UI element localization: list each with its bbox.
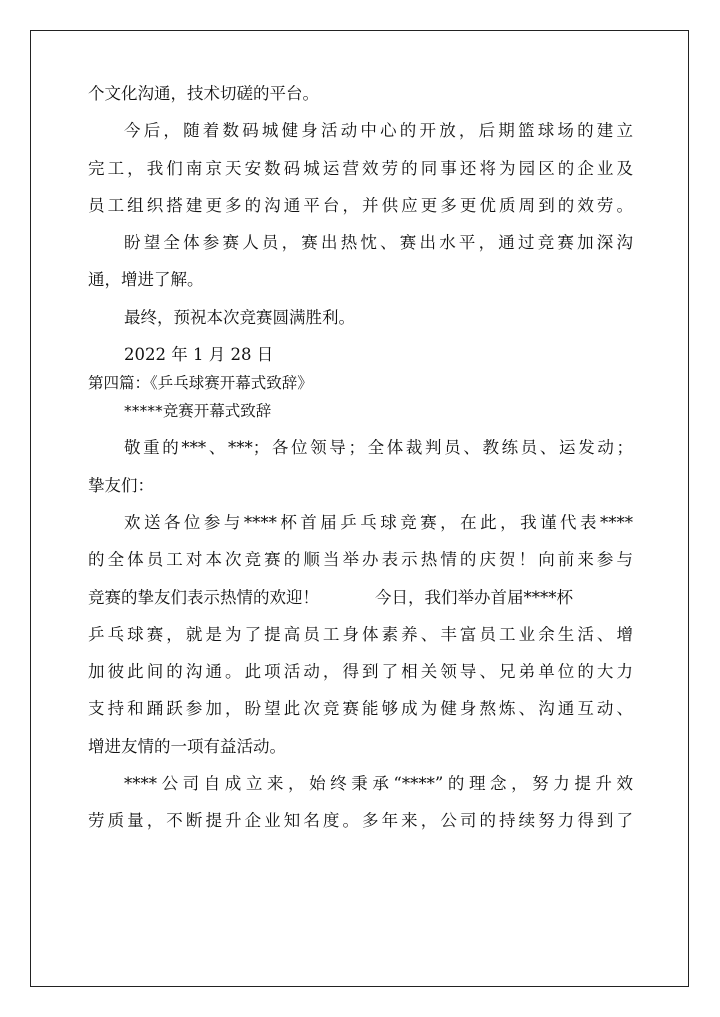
text-line: 最终，预祝本次竞赛圆满胜利。: [124, 307, 355, 327]
date-line: 2022 年 1 月 28 日: [124, 345, 274, 365]
text-line: 的全体员工对本次竞赛的顺当举办表示热情的庆贺！向前来参与: [88, 550, 633, 570]
text-line-split: [88, 588, 633, 608]
text-segment: 今日，我们举办首届****杯: [375, 587, 573, 607]
speech-title: *****竞赛开幕式致辞: [124, 402, 272, 421]
text-segment: 竞赛的挚友们表示热情的欢迎！: [88, 587, 319, 607]
text-line: 员工组织搭建更多的沟通平台，并供应更多更优质周到的效劳。: [88, 195, 633, 215]
text-line: 劳质量，不断提升企业知名度。多年来，公司的持续努力得到了: [88, 811, 633, 831]
text-line: 敬重的***、***；各位领导；全体裁判员、教练员、运发动；: [124, 438, 633, 458]
text-line: 盼望全体参赛人员，赛出热忱、赛出水平，通过竞赛加深沟: [124, 233, 633, 253]
text-line: 个文化沟通，技术切磋的平台。: [88, 84, 319, 103]
text-line: ****公司自成立来，始终秉承“****”的理念，努力提升效: [124, 774, 633, 794]
text-line: 通，增进了解。: [88, 270, 204, 290]
text-line: 加彼此间的沟通。此项活动，得到了相关领导、兄弟单位的大力: [88, 662, 633, 682]
text-line: 欢送各位参与****杯首届乒乓球竞赛，在此，我谨代表****: [124, 512, 633, 532]
text-line: 增进友情的一项有益活动。: [88, 736, 286, 756]
text-line: 今后，随着数码城健身活动中心的开放，后期篮球场的建立: [124, 121, 633, 141]
section-heading: 第四篇：《乒乓球赛开幕式致辞》: [88, 374, 313, 393]
text-line: 乒乓球赛，就是为了提高员工身体素养、丰富员工业余生活、增: [88, 624, 633, 644]
text-line: 挚友们：: [88, 475, 154, 495]
document-body: [88, 84, 633, 849]
text-line: 支持和踊跃参加，盼望此次竞赛能够成为健身熬炼、沟通互动、: [88, 699, 633, 719]
text-line: 完工，我们南京天安数码城运营效劳的同事还将为园区的企业及: [88, 158, 633, 178]
